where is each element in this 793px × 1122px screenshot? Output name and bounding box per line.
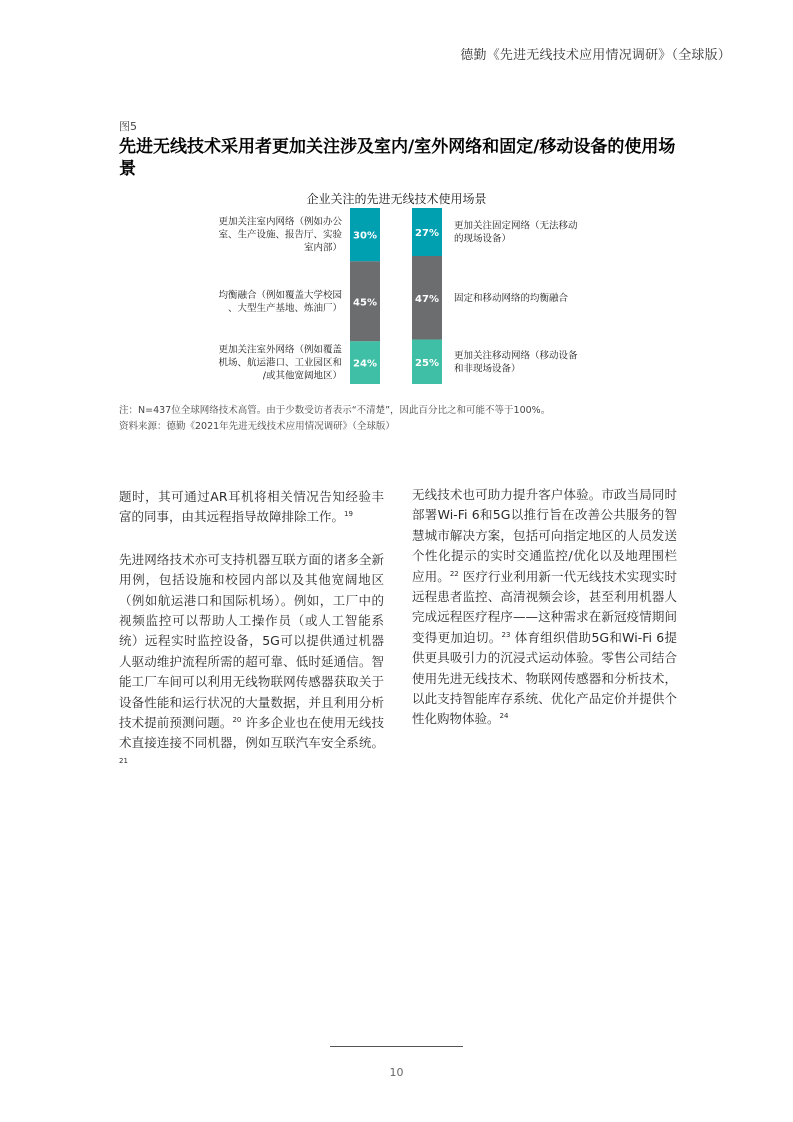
running-header: 德勤《先进无线技术应用情况调研》（全球版） — [460, 48, 731, 63]
chart-title: 企业关注的先进无线技术使用场景 — [306, 192, 487, 206]
data-label: 27% — [415, 228, 439, 239]
figure-label: 图5 — [119, 120, 137, 133]
footnote-ref: 19 — [344, 510, 353, 519]
data-label: 24% — [353, 358, 377, 370]
figure-source: 资料来源：德勤《2021年先进无线技术应用情况调研》（全球版） — [119, 421, 395, 432]
category-label: 更加关注室外网络（例如覆盖机场、航运港口、工业园区和/或其他宽阔地区） — [218, 344, 342, 382]
paragraph — [412, 485, 677, 730]
category-label: 均衡融合（例如覆盖大学校园、大型生产基地、炼油厂） — [218, 289, 342, 314]
footnote-ref: 20 — [232, 716, 242, 725]
page-number: 10 — [389, 1066, 404, 1079]
footnote-ref: 24 — [499, 712, 509, 721]
paragraph-text: 无线技术也可助力提升客户体验。市政当局同时部署Wi-Fi 6和5G以推行旨在改善公共服务的智慧城市解决方案，包括可向指定地区的人员发送个性化提示的实时交通监控/优化以及地理围栏应用。 — [412, 487, 677, 584]
paragraph-text: 题时，其可通过AR耳机将相关情况告知经验丰富的同事，由其远程指导故障排除工作。 — [119, 489, 384, 525]
body-column-left — [119, 487, 384, 796]
footnote-ref: 22 — [449, 569, 459, 578]
paragraph-text: 体育组织借助5G和Wi-Fi 6提供更具吸引力的沉浸式运动体验。零售公司结合使用先进无线技术、物联网传感器和分析技术，以此支持智能库存系统、优化产品定价并提供个性化购物体验。 — [412, 629, 677, 727]
paragraph-text: 先进网络技术亦可支持机器互联方面的诸多全新用例，包括设施和校园内部以及其他宽阔地区（例如航运港口和国际机场）。例如，工厂中的视频监控可以帮助人工操作员（或人工智能系统）远程实时监控设备，5G可以提供通过机器人驱动维护流程所需的超可靠、低时延通信。智能工厂车间可以利用无线物联网传感器获取关于设备性能和运行状况的大量数据，并且利用分析技术提前预测问题。 — [119, 551, 384, 731]
footnote-ref: 21 — [119, 756, 128, 765]
figure-title: 先进无线技术采用者更加关注涉及室内/室外网络和固定/移动设备的使用场景 — [119, 137, 676, 179]
data-label: 47% — [415, 293, 439, 305]
category-label: 固定和移动网络的均衡融合 — [454, 292, 569, 304]
paragraph — [119, 550, 384, 774]
category-label: 更加关注固定网络（无法移动的现场设备） — [454, 220, 578, 245]
category-label: 更加关注移动网络（移动设备和非现场设备） — [454, 350, 578, 375]
stacked-bar-chart — [0, 0, 793, 400]
paragraph-text: 许多企业也在使用无线技术直接连接不同机器，例如互联汽车安全系统。 — [119, 715, 384, 751]
footnote-ref: 23 — [501, 630, 511, 639]
data-label: 25% — [415, 357, 439, 369]
paragraph — [119, 487, 384, 528]
figure-note: 注：N=437位全球网络技术高管。由于少数受访者表示“不清楚”，因此百分比之和可能不等于100%。 — [119, 405, 551, 416]
body-column-right — [412, 485, 677, 752]
paragraph-text: 医疗行业利用新一代无线技术实现实时远程患者监控、高清视频会诊，甚至利用机器人完成远程医疗程序——这种需求在新冠疫情期间变得更加迫切。 — [412, 568, 677, 645]
data-label: 30% — [353, 230, 377, 242]
data-label: 45% — [353, 297, 377, 309]
footer-rule — [330, 1046, 463, 1047]
category-label: 更加关注室内网络（例如办公室、生产设施、报告厅、实验室内部） — [218, 216, 342, 254]
